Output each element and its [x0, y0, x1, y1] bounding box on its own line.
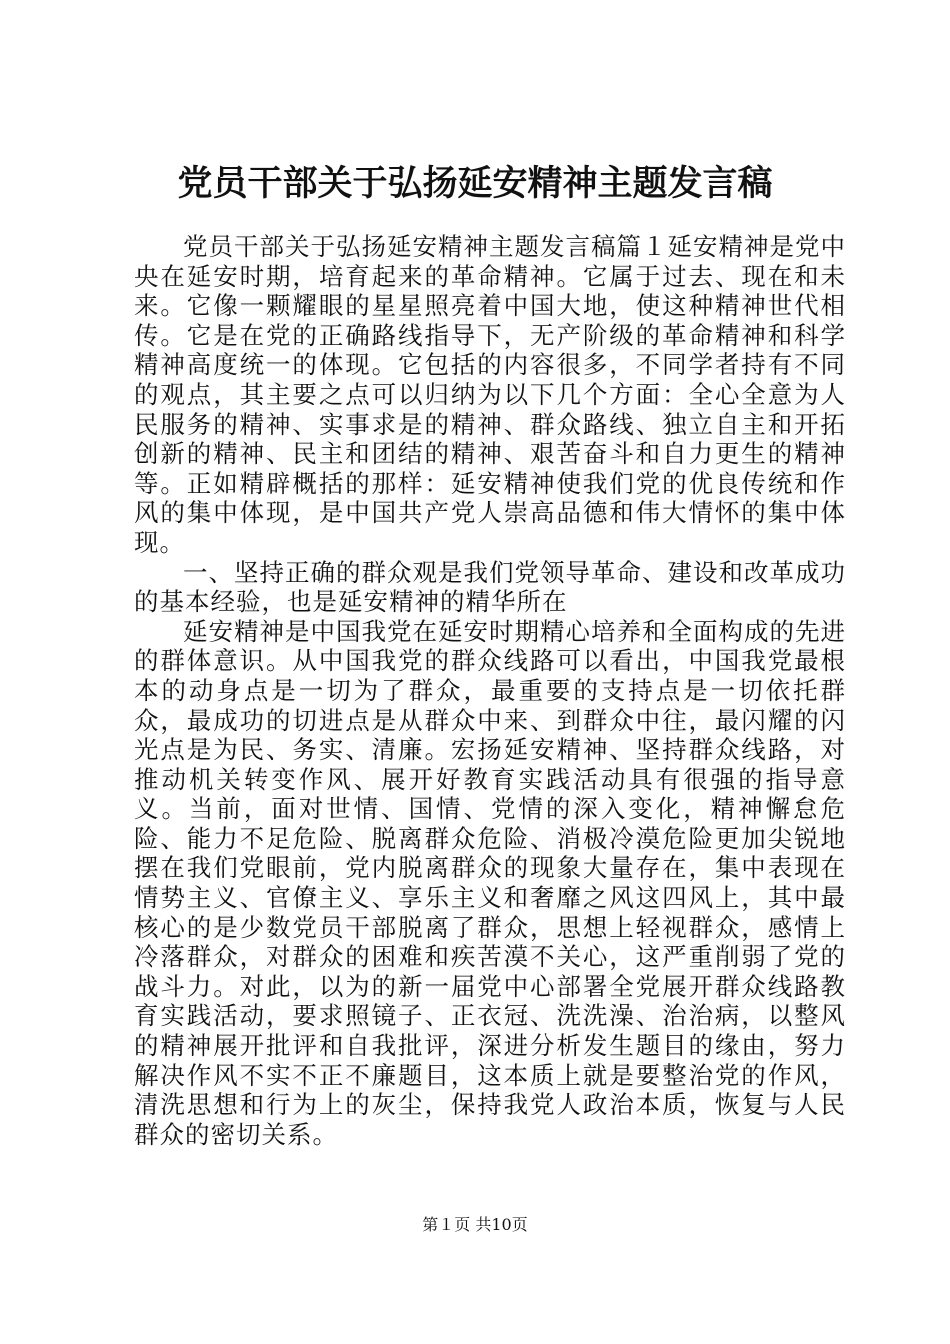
paragraph-section-heading: 一、坚持正确的群众观是我们党领导革命、建设和改革成功的基本经验，也是延安精神的精华所在	[134, 557, 846, 617]
document-body	[134, 232, 846, 1149]
paragraph-intro: 党员干部关于弘扬延安精神主题发言稿篇１延安精神是党中央在延安时期，培育起来的革命精神。它属于过去、现在和未来。它像一颗耀眼的星星照亮着中国大地，使这种精神世代相传。它是在党的正确路线指导下，无产阶级的革命精神和科学精神高度统一的体现。它包括的内容很多，不同学者持有不同的观点，其主要之点可以归纳为以下几个方面：全心全意为人民服务的精神、实事求是的精神、群众路线、独立自主和开拓创新的精神、民主和团结的精神、艰苦奋斗和自力更生的精神等。正如精辟概括的那样：延安精神使我们党的优良传统和作风的集中体现，是中国共产党人崇高品德和伟大情怀的集中体现。	[134, 232, 846, 557]
document-title: 党员干部关于弘扬延安精神主题发言稿	[177, 163, 773, 204]
page-number-footer: 第１页 共10页	[422, 1215, 528, 1234]
paragraph-main: 延安精神是中国我党在延安时期精心培养和全面构成的先进的群体意识。从中国我党的群众线路可以看出，中国我党最根本的动身点是一切为了群众，最重要的支持点是一切依托群众，最成功的切进点是从群众中来、到群众中往，最闪耀的闪光点是为民、务实、清廉。宏扬延安精神、坚持群众线路，对推动机关转变作风、展开好教育实践活动具有很强的指导意义。当前，面对世情、国情、党情的深入变化，精神懈怠危险、能力不足危险、脱离群众危险、消极冷漠危险更加尖锐地摆在我们党眼前，党内脱离群众的现象大量存在，集中表现在情势主义、官僚主义、享乐主义和奢靡之风这四风上，其中最核心的是少数党员干部脱离了群众，思想上轻视群众，感情上冷落群众，对群众的困难和疾苦漠不关心，这严重削弱了党的战斗力。对此，以为的新一届党中心部署全党展开群众线路教育实践活动，要求照镜子、正衣冠、洗洗澡、治治病，以整风的精神展开批评和自我批评，深进分析发生题目的缘由，努力解决作风不实不正不廉题目，这本质上就是要整治党的作风，清洗思想和行为上的灰尘，保持我党人政治本质，恢复与人民群众的密切关系。	[134, 616, 846, 1149]
